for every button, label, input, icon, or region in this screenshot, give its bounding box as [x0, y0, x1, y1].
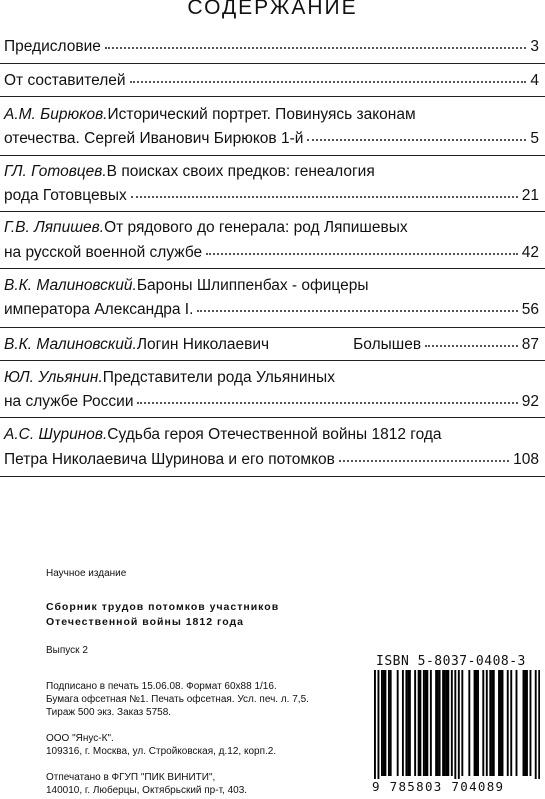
toc-leader-dots — [307, 129, 526, 141]
barcode-bar — [538, 670, 540, 786]
barcode-bar — [516, 670, 518, 776]
barcode-bar — [402, 670, 404, 776]
toc-separator — [0, 211, 545, 212]
barcode-bar — [439, 670, 441, 776]
toc-title-text: на русской военной службе — [4, 244, 203, 261]
toc-separator — [0, 96, 545, 97]
toc-title-text: Исторический портрет. Повинуясь законам — [107, 106, 416, 123]
barcode-bar — [502, 670, 504, 776]
toc-entry-line — [4, 72, 539, 94]
barcode-bar — [458, 670, 460, 786]
print-details-3: Тираж 500 экз. Заказ 5758. — [46, 707, 172, 718]
toc-separator — [0, 417, 545, 418]
toc-author: А.М. Бирюков. — [4, 106, 108, 123]
barcode-bar — [489, 670, 491, 776]
barcode-bar — [430, 670, 432, 776]
barcode-bar — [454, 670, 456, 786]
barcode-bar — [397, 670, 399, 776]
barcode-bar — [446, 670, 448, 776]
toc-title-text: В поисках своих предков: генеалогия — [106, 163, 375, 180]
barcode-bar — [498, 670, 500, 776]
toc-author: А.С. Шуринов. — [4, 426, 108, 443]
edition-type: Научное издание — [46, 568, 127, 579]
barcode-bar — [530, 670, 532, 776]
toc-entry-line — [4, 336, 539, 358]
toc-title-text: От составителей — [4, 72, 126, 89]
barcode-bar — [384, 670, 386, 776]
toc-separator — [0, 476, 545, 477]
toc-author: Г.В. Ляпишев. — [4, 219, 105, 236]
toc-page-number: 3 — [530, 38, 539, 55]
barcode-bar — [475, 670, 477, 776]
barcode-bar — [437, 670, 439, 776]
printer-name: Отпечатано в ФГУП "ПИК ВИНИТИ", — [46, 772, 216, 783]
toc-separator — [0, 360, 545, 361]
toc-title-text: Судьба героя Отечественной войны 1812 года — [107, 426, 442, 443]
toc-author: В.К. Малиновский. — [4, 277, 137, 294]
barcode-bar — [523, 670, 525, 776]
toc-page-number: 87 — [521, 336, 539, 353]
isbn-label: ISBN 5-8037-0408-3 — [376, 654, 526, 669]
barcode-bar — [426, 670, 428, 776]
barcode-digits: 9 785803 704089 — [372, 779, 542, 794]
toc-entry-line — [4, 219, 539, 241]
barcode-bar — [500, 670, 502, 776]
toc-title-text: Предисловие — [4, 38, 101, 55]
barcode-bar — [418, 670, 420, 776]
toc-page-number: 4 — [530, 72, 539, 89]
barcode-bar — [381, 670, 383, 776]
toc-leader-dots — [130, 71, 527, 83]
barcode-bar — [419, 670, 421, 776]
barcode-bar — [491, 670, 493, 776]
printer-address: 140010, г. Люберцы, Октябрьский пр-т, 403. — [46, 785, 248, 796]
barcode-bar — [435, 670, 437, 776]
toc-separator — [0, 268, 545, 269]
barcode-bar — [461, 670, 463, 776]
barcode-bar — [444, 670, 446, 776]
toc-entry-line — [4, 301, 539, 323]
publisher-name: ООО "Янус-К". — [46, 733, 114, 744]
toc-separator — [0, 155, 545, 156]
barcode-bar — [447, 670, 449, 776]
toc-author: ГЛ. Готовцев. — [4, 163, 107, 180]
barcode-bar — [409, 670, 411, 776]
toc-leader-dots — [137, 392, 517, 404]
toc-separator — [0, 63, 545, 64]
barcode-bar — [377, 670, 379, 786]
toc-title-text: рода Готовцевых — [4, 187, 127, 204]
toc-entry-line — [4, 244, 539, 266]
book-title-line-2: Отечественной войны 1812 года — [46, 616, 244, 628]
barcode-bar — [390, 670, 392, 776]
toc-page-number: 56 — [521, 301, 539, 318]
toc-leader-dots — [197, 300, 517, 312]
toc-page-number: 108 — [513, 451, 539, 468]
contents-title: СОДЕРЖАНИЕ — [187, 0, 358, 19]
toc-page-number: 21 — [521, 187, 539, 204]
barcode-bar — [425, 670, 427, 776]
barcode-bar — [383, 670, 385, 776]
barcode-bar — [405, 670, 407, 776]
barcode-bar — [535, 670, 537, 786]
barcode-bar — [526, 670, 528, 776]
toc-entry-line — [4, 426, 539, 448]
toc-entry-line — [4, 451, 539, 473]
toc-page-number: 92 — [521, 393, 539, 410]
toc-author: В.К. Малиновский. — [4, 336, 137, 353]
toc-leader-dots — [425, 335, 518, 347]
barcode-bar — [442, 670, 444, 776]
toc-page-number: 42 — [521, 244, 539, 261]
toc-page-number: 5 — [530, 130, 539, 147]
toc-title-text: От рядового до генерала: род Ляпишевых — [104, 219, 408, 236]
toc-title-text: Представители рода Ульяниных — [102, 369, 335, 386]
toc-separator — [0, 327, 545, 328]
book-title-line-1: Сборник трудов потомков участников — [46, 601, 280, 613]
toc-entry-line — [4, 106, 539, 128]
barcode-bar — [374, 670, 376, 786]
toc-entry-line — [4, 163, 539, 185]
toc-author: ЮЛ. Ульянин. — [4, 369, 103, 386]
print-details-2: Бумага офсетная №1. Печать офсетная. Усл. печ. л. 7,5. — [46, 694, 309, 705]
barcode-bar — [423, 670, 425, 776]
print-details-1: Подписано в печать 15.06.08. Формат 60х88 1/16. — [46, 681, 277, 692]
toc-title-text: Логин Николаевич — [136, 336, 270, 353]
barcode-bar — [468, 670, 470, 776]
toc-entry-line — [4, 130, 539, 152]
barcode-bar — [474, 670, 476, 776]
toc-leader-dots — [206, 243, 518, 255]
issue-number: Выпуск 2 — [46, 645, 88, 656]
toc-entry-line — [4, 187, 539, 209]
barcode-bar — [524, 670, 526, 776]
toc-leader-dots — [105, 37, 527, 49]
toc-leader-dots — [339, 450, 509, 462]
barcode-bar — [451, 670, 453, 776]
barcode-bar — [507, 670, 509, 776]
barcode-bar — [414, 670, 416, 776]
barcode-bar — [407, 670, 409, 776]
isbn-barcode — [374, 670, 540, 786]
barcode-bar — [477, 670, 479, 776]
barcode-bar — [493, 670, 495, 776]
barcode-bar — [482, 670, 484, 776]
publisher-address: 109316, г. Москва, ул. Стройковская, д.12, корп.2. — [46, 746, 277, 757]
toc-title-text: отечества. Сергей Иванович Бирюков 1-й — [4, 130, 304, 147]
toc-entry-line — [4, 38, 539, 60]
barcode-bar — [388, 670, 390, 776]
toc-entry-line — [4, 393, 539, 415]
toc-title-text: Петра Николаевича Шуринова и его потомков — [4, 451, 335, 468]
barcode-bar — [486, 670, 488, 776]
barcode-bar — [510, 670, 512, 776]
toc-title-text: императора Александра I. — [4, 301, 194, 318]
toc-title-text: на службе России — [4, 393, 134, 410]
toc-title-text-2: Болышев — [353, 336, 422, 353]
toc-leader-dots — [131, 186, 518, 198]
toc-entry-line — [4, 369, 539, 391]
toc-entry-line — [4, 277, 539, 299]
toc-title-text: Бароны Шлиппенбах - офицеры — [136, 277, 369, 294]
